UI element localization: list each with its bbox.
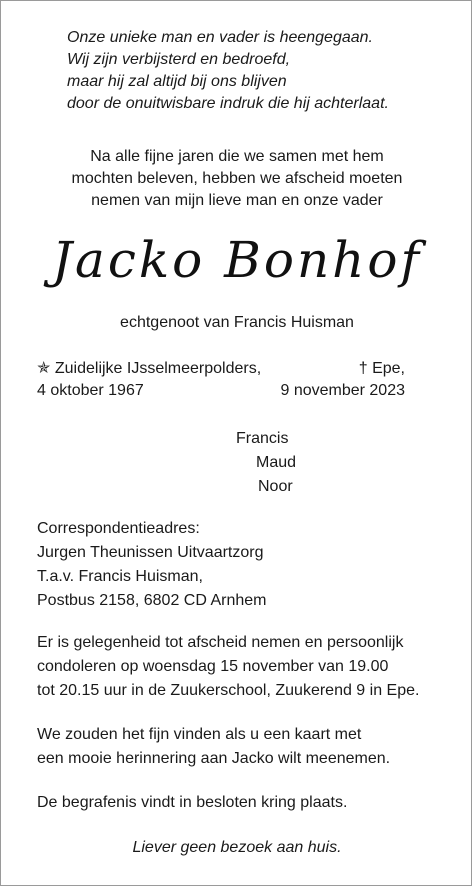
correspondence-address [37,517,266,613]
poem-line: Onze unieke man en vader is heengegaan. [67,29,373,46]
condolence-line: tot 20.15 uur in de Zuukerschool, Zuukerend 9 in Epe. [37,682,420,699]
intro-line: Na alle fijne jaren die we samen met hem [90,148,384,165]
poem-line: door de onuitwisbare indruk die hij achterlaat. [67,95,389,112]
death-info [280,358,405,402]
card-request-line: een mooie herinnering aan Jacko wilt meenemen. [37,750,391,767]
death-date: 9 november 2023 [280,382,405,399]
address-line: Jurgen Theunissen Uitvaartzorg [37,544,264,561]
birth-star-icon: ✯ [37,360,51,377]
poem [67,27,389,115]
card-request-paragraph [37,723,447,771]
birth-info [37,358,261,402]
birth-place: Zuidelijke IJsselmeerpolders, [54,360,262,377]
address-line: Correspondentieadres: [37,520,200,537]
family-member: Maud [256,454,297,471]
condolence-paragraph [37,631,447,703]
death-place: Epe, [372,360,405,377]
death-cross-icon: † [358,360,368,377]
condolence-line: Er is gelegenheid tot afscheid nemen en persoonlijk [37,634,404,651]
poem-line: Wij zijn verbijsterd en bedroefd, [67,51,291,68]
closing-line: Liever geen bezoek aan huis. [132,839,342,856]
funeral-paragraph [37,791,447,815]
address-line: T.a.v. Francis Huisman, [37,568,203,585]
funeral-line: De begrafenis vindt in besloten kring plaats. [37,794,348,811]
family-member: Noor [258,478,293,495]
intro-line: mochten beleven, hebben we afscheid moeten [71,170,403,187]
poem-line: maar hij zal altijd bij ons blijven [67,73,287,90]
spouse-line: echtgenoot van Francis Huisman [120,314,354,331]
condolence-line: condoleren op woensdag 15 november van 19.00 [37,658,389,675]
family-member: Francis [236,430,289,447]
address-line: Postbus 2158, 6802 CD Arnhem [37,592,267,609]
birth-date: 4 oktober 1967 [37,382,144,399]
intro-line: nemen van mijn lieve man en onze vader [91,192,383,209]
card-request-line: We zouden het fijn vinden als u een kaart met [37,726,362,743]
intro-text [1,146,472,212]
deceased-name: Jacko Bonhof [51,231,422,289]
